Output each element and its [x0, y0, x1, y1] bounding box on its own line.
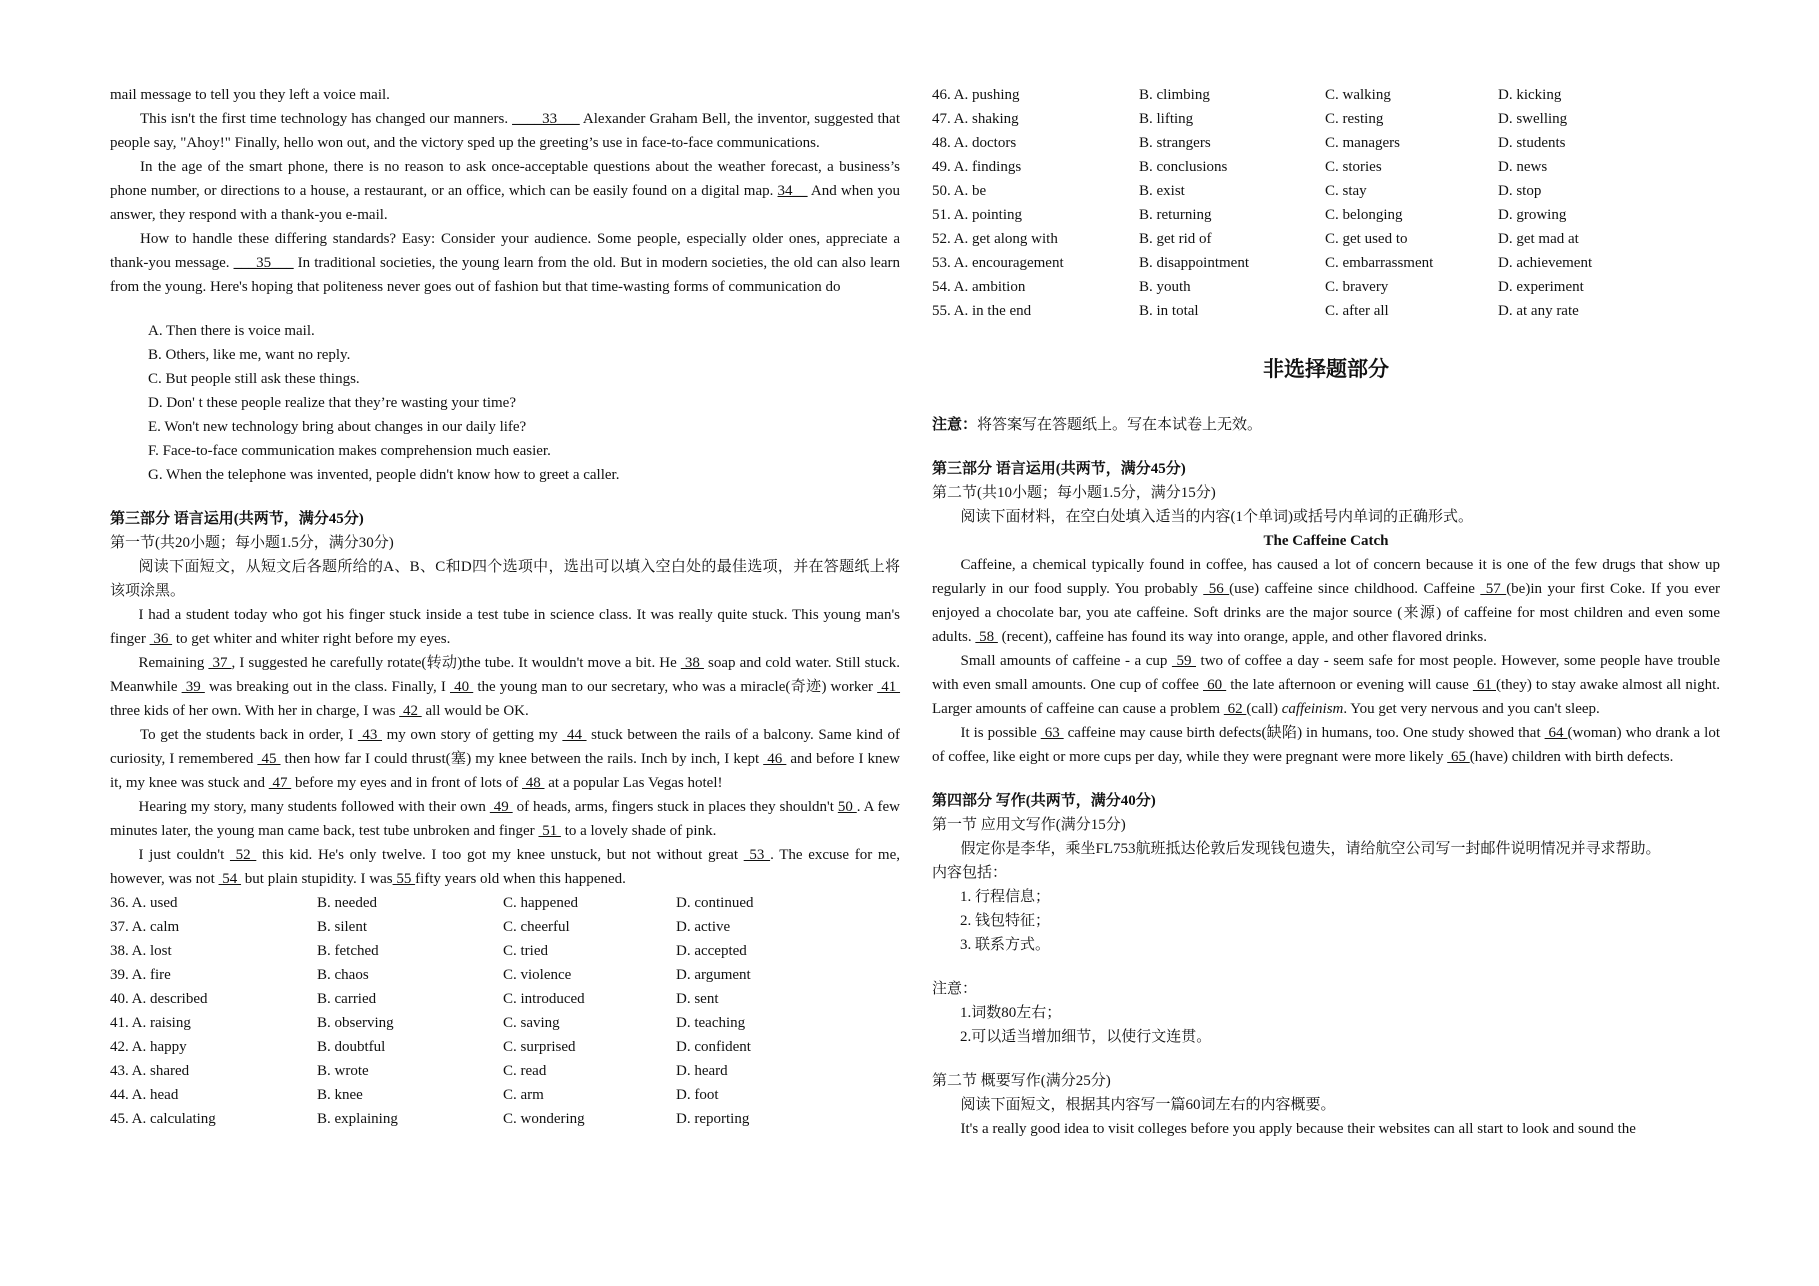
- option-item: A. Then there is voice mail.: [148, 323, 315, 339]
- question-row: 51. A. pointing B. returning C. belonging D. growing: [932, 207, 1567, 223]
- left-column: [110, 83, 900, 1131]
- question-list: [110, 891, 900, 1131]
- paragraph: Remaining 37 , I suggested he carefully rotate(转动)the tube. It wouldn't move a bit. He 38 soap and cold water. Still stuck. Meanwhile 39 was breaking out in the class. Finally, I 40 the young man to our secretary, who was a miracle(奇迹) worker 41 three kids of her own. With her in charge, I was 42 all would be OK.: [110, 655, 901, 719]
- question-row: 39. A. fire B. chaos C. violence D. argument: [110, 967, 751, 983]
- note-item: 2.可以适当增加细节，以使行文连贯。: [960, 1029, 1212, 1045]
- question-row: 36. A. used B. needed C. happened D. continued: [110, 895, 754, 911]
- option-item: E. Won't new technology bring about changes in our daily life?: [148, 419, 527, 435]
- part-title: 非选择题部分: [1263, 357, 1389, 381]
- question-row: 52. A. get along with B. get rid of C. get used to D. get mad at: [932, 231, 1579, 247]
- question-row: 40. A. described B. carried C. introduced D. sent: [110, 991, 719, 1007]
- question-row: 44. A. head B. knee C. arm D. foot: [110, 1087, 719, 1103]
- paragraph: mail message to tell you they left a voice mail.: [110, 87, 390, 103]
- paragraph: This isn't the first time technology has changed our manners. ____33___ Alexander Graham Bell, the inventor, suggested that people say, "Ahoy!" Finally, hello won out, and the victory sped up the greeting’s use in face-to-face communications.: [110, 111, 901, 151]
- blank-35: ___35___: [233, 255, 294, 271]
- note-item: 1.词数80左右；: [960, 1005, 1062, 1021]
- question-row: 54. A. ambition B. youth C. bravery D. experiment: [932, 279, 1584, 295]
- question-row: 46. A. pushing B. climbing C. walking D. kicking: [932, 87, 1562, 103]
- subsection-heading: 第一节(共20小题；每小题1.5分，满分30分): [110, 535, 394, 551]
- content-item: 3. 联系方式。: [960, 937, 1051, 953]
- section-heading: 第三部分 语言运用(共两节，满分45分): [110, 511, 364, 527]
- paragraph: I just couldn't 52 this kid. He's only twelve. I too got my knee unstuck, but not without great 53 . The excuse for me, however, was not 54 but plain stupidity. I was 55 fifty years old when this happened.: [110, 847, 900, 887]
- question-row: 55. A. in the end B. in total C. after all D. at any rate: [932, 303, 1579, 319]
- option-item: C. But people still ask these things.: [148, 371, 360, 387]
- content-item: 2. 钱包特征；: [960, 913, 1051, 929]
- section-heading: 第四部分 写作(共两节，满分40分): [932, 793, 1156, 809]
- paragraph: Hearing my story, many students followed with their own 49 of heads, arms, fingers stuck in places they shouldn't 50 . A few minutes later, the young man came back, test tube unbroken and finger 51 to a lovely shade of pink.: [110, 799, 901, 839]
- notice: 注意：将答案写在答题纸上。写在本试卷上无效。: [932, 417, 1263, 433]
- passage-title: The Caffeine Catch: [1263, 533, 1389, 549]
- subsection-heading: 第二节(共10小题；每小题1.5分，满分15分): [932, 485, 1216, 501]
- paragraph: I had a student today who got his finger stuck inside a test tube in science class. It was really quite stuck. This young man's finger 36 to get whiter and whiter right before my eyes.: [110, 607, 900, 647]
- blank-34: 34__: [777, 183, 808, 199]
- question-row: 49. A. findings B. conclusions C. stories D. news: [932, 159, 1548, 175]
- content-item: 1. 行程信息；: [960, 889, 1051, 905]
- paragraph: Small amounts of caffeine - a cup 59 two of coffee a day - seem safe for most people. However, some people have trouble with even small amounts. One cup of coffee 60 the late afternoon or evening will cause 61 (they) to stay awake almost all night. Larger amounts of caffeine can cause a problem 62 (call) caffeinism. You get very nervous and you can't sleep.: [932, 653, 1721, 717]
- right-column: [932, 83, 1720, 1141]
- task-text: 假定你是李华，乘坐FL753航班抵达伦敦后发现钱包遗失，请给航空公司写一封邮件说明情况并寻求帮助。: [960, 841, 1661, 857]
- paragraph: Caffeine, a chemical typically found in coffee, has caused a lot of concern because it is one of the few drugs that show up regularly in our food supply. You probably 56 (use) caffeine since childhood. Caffeine 57 (be)in your first Coke. If you ever enjoyed a chocolate bar, you ate caffeine. Soft drinks are the major source (来源) of caffeine for most children and even some adults. 58 (recent), caffeine has found its way into orange, apple, and other flavored drinks.: [932, 557, 1721, 645]
- question-row: 53. A. encouragement B. disappointment C. embarrassment D. achievement: [932, 255, 1593, 271]
- option-item: F. Face-to-face communication makes comprehension much easier.: [148, 443, 551, 459]
- question-row: 50. A. be B. exist C. stay D. stop: [932, 183, 1542, 199]
- question-row: 45. A. calculating B. explaining C. wondering D. reporting: [110, 1111, 750, 1127]
- question-row: 38. A. lost B. fetched C. tried D. accepted: [110, 943, 747, 959]
- content-label: 内容包括：: [932, 865, 1008, 881]
- option-item: D. Don' t these people realize that they’re wasting your time?: [148, 395, 516, 411]
- paragraph: It is possible 63 caffeine may cause birth defects(缺陷) in humans, too. One study showed that 64 (woman) who drank a lot of coffee, like eight or more cups per day, while they were pregnant were more likely 65 (have) children with birth defects.: [932, 725, 1721, 765]
- section-heading: 第三部分 语言运用(共两节，满分45分): [932, 461, 1186, 477]
- blank-33: ____33___: [512, 111, 580, 127]
- question-row: 41. A. raising B. observing C. saving D. teaching: [110, 1015, 746, 1031]
- instructions: 阅读下面材料，在空白处填入适当的内容(1个单词)或括号内单词的正确形式。: [960, 509, 1473, 525]
- paragraph: It's a really good idea to visit colleges before you apply because their websites can all start to look and sound the: [960, 1121, 1636, 1137]
- question-row: 42. A. happy B. doubtful C. surprised D. confident: [110, 1039, 751, 1055]
- question-row: 48. A. doctors B. strangers C. managers D. students: [932, 135, 1566, 151]
- paragraph: How to handle these differing standards? Easy: Consider your audience. Some people, especially older ones, appreciate a thank-you message. ___35___ In traditional societies, the young learn from the old. But in modern societies, the old can also learn from the young. Here's hoping that politeness never goes out of fashion but that time-wasting forms of communication do: [110, 231, 900, 295]
- subsection-heading: 第二节 概要写作(满分25分): [932, 1073, 1111, 1089]
- paragraph: In the age of the smart phone, there is no reason to ask once-acceptable questions about the weather forecast, a business’s phone number, or directions to a house, a restaurant, or an office, which can be easily found on a digital map. 34__ And when you answer, they respond with a thank-you e-mail.: [110, 159, 901, 223]
- question-row: 43. A. shared B. wrote C. read D. heard: [110, 1063, 728, 1079]
- question-list: [932, 83, 1720, 323]
- option-list: [110, 319, 900, 487]
- instructions: 阅读下面短文，从短文后各题所给的A、B、C和D四个选项中，选出可以填入空白处的最佳选项，并在答题纸上将该项涂黑。: [110, 559, 900, 599]
- subsection-heading: 第一节 应用文写作(满分15分): [932, 817, 1126, 833]
- option-item: G. When the telephone was invented, people didn't know how to greet a caller.: [148, 467, 620, 483]
- paragraph: To get the students back in order, I 43 my own story of getting my 44 stuck between the rails of a balcony. Same kind of curiosity, I remembered 45 then how far I could thrust(塞) my knee between the rails. Inch by inch, I kept 46 and before I knew it, my knee was stuck and 47 before my eyes and in front of lots of 48 at a popular Las Vegas hotel!: [110, 727, 900, 791]
- option-item: B. Others, like me, want no reply.: [148, 347, 351, 363]
- question-row: 47. A. shaking B. lifting C. resting D. swelling: [932, 111, 1568, 127]
- note-label: 注意：: [932, 981, 978, 997]
- question-row: 37. A. calm B. silent C. cheerful D. active: [110, 919, 731, 935]
- task-text: 阅读下面短文，根据其内容写一篇60词左右的内容概要。: [960, 1097, 1336, 1113]
